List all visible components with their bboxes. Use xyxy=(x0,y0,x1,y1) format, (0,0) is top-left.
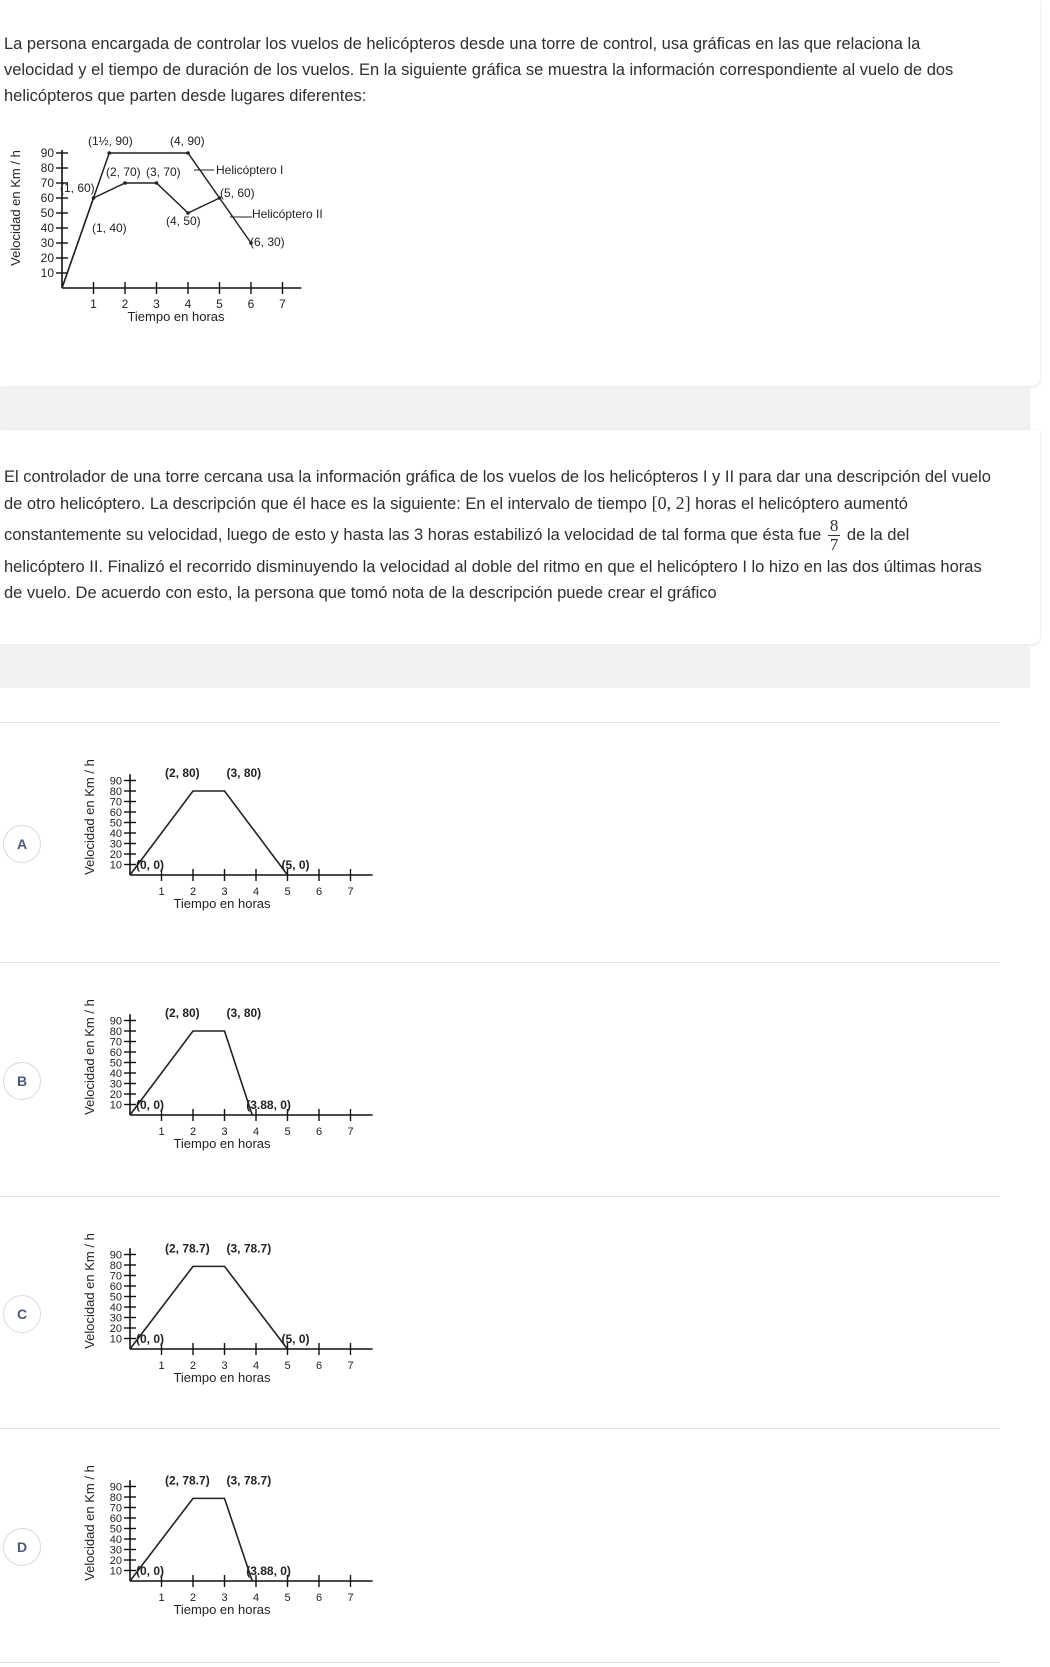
y-tick-label: 60 xyxy=(109,1047,122,1059)
x-tick-label: 4 xyxy=(252,1126,260,1138)
x-tick-label: 7 xyxy=(347,886,354,898)
x-tick-label: 5 xyxy=(284,1126,291,1138)
x-axis-label: Tiempo en horas xyxy=(173,1602,271,1617)
x-tick-label: 1 xyxy=(158,1360,165,1372)
question-intro-text: La persona encargada de controlar los vuelos de helicópteros desde una torre de control, usa gráficas en las que relaciona la velocidad y el tiempo de duración de los vuelos. En la siguiente gráfica se muestra la información correspondiente al vuelo de dos helicópteros que parten desde lugares diferentes: xyxy=(4,35,954,105)
y-axis-label: Velocidad en Km / h xyxy=(82,1233,97,1349)
option-a-chart xyxy=(82,751,354,931)
option-d-chart xyxy=(82,1457,354,1637)
y-tick-label: 40 xyxy=(109,1534,122,1546)
point-annotation: (4, 50) xyxy=(166,214,201,228)
point-label: (0, 0) xyxy=(136,1332,165,1346)
point-label: (3, 78.7) xyxy=(226,1241,272,1256)
x-tick-label: 7 xyxy=(347,1126,354,1138)
y-tick-label: 20 xyxy=(109,1089,122,1101)
point-label: (5, 0) xyxy=(281,858,310,872)
y-tick-label: 40 xyxy=(109,1068,122,1080)
point-label: (3, 78.7) xyxy=(226,1473,272,1488)
option-separator xyxy=(0,1662,1000,1663)
y-tick-label: 50 xyxy=(109,817,122,830)
point-label: (3.88, 0) xyxy=(246,1564,291,1578)
x-tick-label: 6 xyxy=(315,1126,323,1138)
x-tick-label: 2 xyxy=(189,1592,197,1604)
interval-value: [0, 2] xyxy=(651,493,691,513)
x-tick-label: 6 xyxy=(315,1592,323,1604)
data-point xyxy=(123,181,127,185)
x-tick-label: 2 xyxy=(121,297,129,311)
x-tick-label: 5 xyxy=(216,297,223,311)
y-tick-label: 10 xyxy=(109,859,122,872)
y-tick-label: 50 xyxy=(109,1291,122,1304)
description-part-2: horas el helicóptero aumentó constantemente su velocidad, luego de esto y hasta las 3 horas estabilizó la velocidad de tal forma que ésta fue xyxy=(4,495,908,544)
y-tick-label: 80 xyxy=(109,1492,122,1504)
data-point xyxy=(92,196,96,200)
point-annotation: (3, 70) xyxy=(146,165,181,179)
data-point xyxy=(186,151,190,155)
x-tick-label: 2 xyxy=(189,886,197,898)
x-tick-label: 6 xyxy=(247,297,255,311)
section-divider-band xyxy=(0,388,1030,430)
point-annotation: (1, 40) xyxy=(92,221,127,235)
x-tick-label: 3 xyxy=(221,1126,228,1138)
x-tick-label: 5 xyxy=(284,1592,291,1604)
option-c[interactable] xyxy=(0,1197,1000,1427)
option-b-letter[interactable]: B xyxy=(3,1062,41,1100)
y-tick-label: 70 xyxy=(109,1502,122,1515)
x-tick-label: 1 xyxy=(158,1126,165,1138)
y-tick-label: 30 xyxy=(109,1544,122,1557)
option-a[interactable] xyxy=(0,723,1000,961)
x-tick-label: 4 xyxy=(252,886,260,898)
y-tick-label: 90 xyxy=(109,1481,122,1494)
y-tick-label: 80 xyxy=(109,1260,122,1272)
y-tick-label: 60 xyxy=(109,1513,122,1525)
y-tick-label: 30 xyxy=(109,838,122,851)
x-tick-label: 3 xyxy=(153,297,160,311)
data-point xyxy=(107,151,111,155)
x-tick-label: 5 xyxy=(284,1360,291,1372)
x-tick-label: 7 xyxy=(279,297,286,311)
x-tick-label: 1 xyxy=(158,886,165,898)
point-label: (0, 0) xyxy=(136,858,165,872)
question-description-text xyxy=(4,464,994,606)
x-tick-label: 2 xyxy=(189,1126,197,1138)
option-d[interactable] xyxy=(0,1429,1000,1661)
y-tick-label: 20 xyxy=(109,1555,122,1567)
point-label: (0, 0) xyxy=(136,1564,165,1578)
y-tick-label: 50 xyxy=(40,206,54,220)
fraction-denominator: 7 xyxy=(829,535,839,554)
x-tick-label: 3 xyxy=(221,1592,228,1604)
point-label: (3.88, 0) xyxy=(246,1098,291,1112)
point-label: (0, 0) xyxy=(136,1098,165,1112)
data-point xyxy=(155,181,159,185)
question-card-1 xyxy=(0,0,1040,386)
y-tick-label: 50 xyxy=(109,1523,122,1536)
y-tick-label: 10 xyxy=(109,1333,122,1346)
y-tick-label: 20 xyxy=(109,1323,122,1335)
point-label: (2, 78.7) xyxy=(165,1241,210,1256)
legend-item-1: Helicóptero I xyxy=(216,163,284,177)
point-label: (5, 0) xyxy=(281,1332,310,1346)
option-a-letter[interactable]: A xyxy=(3,825,41,863)
x-tick-label: 4 xyxy=(252,1592,260,1604)
x-axis-label: Tiempo en horas xyxy=(173,896,271,911)
y-tick-label: 80 xyxy=(109,786,122,798)
option-c-chart xyxy=(82,1225,354,1405)
point-annotation: (2, 70) xyxy=(106,165,141,179)
point-label: (3, 80) xyxy=(226,1006,262,1020)
y-axis-label: Velocidad en Km / h xyxy=(8,150,23,266)
x-tick-label: 4 xyxy=(184,297,192,311)
point-annotation: (6, 30) xyxy=(250,235,285,249)
y-tick-label: 20 xyxy=(40,251,54,265)
point-label: (2, 78.7) xyxy=(165,1473,210,1488)
x-axis-label: Tiempo en horas xyxy=(127,309,225,324)
x-tick-label: 5 xyxy=(284,886,291,898)
y-axis-label: Velocidad en Km / h xyxy=(82,1465,97,1581)
y-tick-label: 70 xyxy=(109,1270,122,1283)
y-tick-label: 70 xyxy=(40,176,54,190)
y-axis-label: Velocidad en Km / h xyxy=(82,759,97,875)
y-tick-label: 40 xyxy=(40,221,54,235)
y-tick-label: 10 xyxy=(109,1565,122,1578)
fraction-eight-sevenths xyxy=(828,517,841,554)
point-annotation: (5, 60) xyxy=(220,186,255,200)
main-chart xyxy=(0,134,360,353)
y-tick-label: 30 xyxy=(109,1312,122,1325)
point-annotation: (4, 90) xyxy=(170,134,205,148)
y-tick-label: 90 xyxy=(109,775,122,788)
x-tick-label: 4 xyxy=(252,1360,260,1372)
y-tick-label: 30 xyxy=(40,236,54,250)
point-label: (3, 80) xyxy=(226,766,262,780)
x-tick-label: 2 xyxy=(189,1360,197,1372)
y-tick-label: 70 xyxy=(109,796,122,809)
y-tick-label: 30 xyxy=(109,1078,122,1091)
point-label: (2, 80) xyxy=(165,1006,200,1020)
point-annotation: (1½, 90) xyxy=(88,134,133,148)
y-tick-label: 60 xyxy=(40,191,54,205)
x-axis-label: Tiempo en horas xyxy=(173,1370,271,1385)
section-divider-band-2 xyxy=(0,646,1030,688)
y-tick-label: 40 xyxy=(109,828,122,840)
y-tick-label: 10 xyxy=(109,1099,122,1112)
series-line-2 xyxy=(62,183,220,288)
y-tick-label: 90 xyxy=(109,1249,122,1262)
y-tick-label: 50 xyxy=(109,1057,122,1070)
y-tick-label: 10 xyxy=(40,266,54,280)
point-annotation: (1, 60) xyxy=(60,181,95,195)
y-tick-label: 60 xyxy=(109,807,122,819)
y-tick-label: 70 xyxy=(109,1036,122,1049)
x-tick-label: 1 xyxy=(90,297,97,311)
description-part-1: El controlador de una torre cercana usa la información gráfica de los vuelos de los helicópteros I y II para dar una descripción del vuelo de otro helicóptero. La descripción que él hace es la siguiente: En el intervalo de tiempo xyxy=(4,468,991,513)
y-tick-label: 90 xyxy=(40,146,54,160)
x-tick-label: 1 xyxy=(158,1592,165,1604)
y-tick-label: 80 xyxy=(109,1026,122,1038)
y-axis-label: Velocidad en Km / h xyxy=(82,999,97,1115)
x-tick-label: 7 xyxy=(347,1592,354,1604)
x-axis-label: Tiempo en horas xyxy=(173,1136,271,1151)
description-part-3: de la del helicóptero II. Finalizó el recorrido disminuyendo la velocidad al doble del ritmo en que el helicóptero I lo hizo en las dos últimas horas de vuelo. De acuerdo con esto, la persona que tomó nota de la descripción puede crear el gráfico xyxy=(4,525,982,602)
y-tick-label: 90 xyxy=(109,1015,122,1028)
y-tick-label: 80 xyxy=(40,161,54,175)
option-b[interactable] xyxy=(0,963,1000,1195)
y-tick-label: 20 xyxy=(109,849,122,861)
legend-item-2: Helicóptero II xyxy=(252,207,323,221)
fraction-numerator: 8 xyxy=(829,516,839,535)
point-label: (2, 80) xyxy=(165,766,200,780)
x-tick-label: 3 xyxy=(221,1360,228,1372)
y-tick-label: 40 xyxy=(109,1302,122,1314)
option-d-letter[interactable]: D xyxy=(3,1528,41,1566)
x-tick-label: 3 xyxy=(221,886,228,898)
x-tick-label: 6 xyxy=(315,1360,323,1372)
x-tick-label: 6 xyxy=(315,886,323,898)
question-card-2 xyxy=(0,430,1040,644)
option-c-letter[interactable]: C xyxy=(3,1295,41,1333)
y-tick-label: 60 xyxy=(109,1281,122,1293)
x-tick-label: 7 xyxy=(347,1360,354,1372)
option-b-chart xyxy=(82,991,354,1171)
